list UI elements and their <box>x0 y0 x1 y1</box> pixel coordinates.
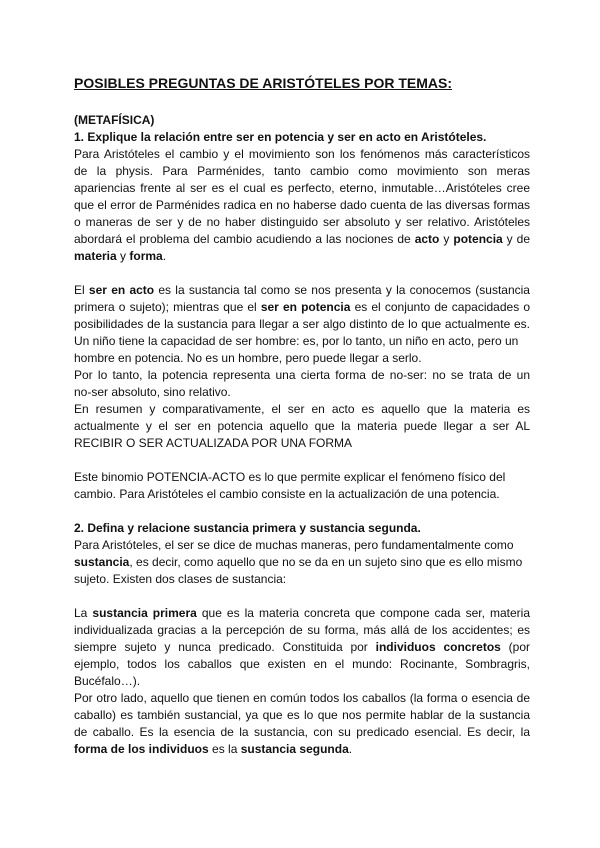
text-line: cambio. Para Aristóteles el cambio consiste en la actualización de una potencia. <box>74 487 500 501</box>
question-2-heading: 2. Defina y relacione sustancia primera y sustancia segunda. <box>74 521 421 535</box>
term-sustancia-segunda: sustancia segunda <box>240 742 349 756</box>
text-run: . <box>162 249 167 263</box>
text-run: es la <box>208 742 241 756</box>
text-line: apariencias frente al ser es el cual es perfecto, eterno, inmutable…Aristóteles cree <box>74 181 530 195</box>
text-line <box>74 639 530 656</box>
text-line: RECIBIR O SER ACTUALIZADA POR UNA FORMA <box>74 436 353 450</box>
term-ser-en-acto: ser en acto <box>88 283 155 297</box>
text-line <box>74 299 530 316</box>
text-line: Un niño tiene la capacidad de ser hombre: es, por lo tanto, un niño en acto, pero un <box>74 334 519 348</box>
text-line: Para Aristóteles, el ser se dice de muchas maneras, pero fundamentalmente como <box>74 538 514 552</box>
text-run: (por <box>500 640 530 654</box>
text-run: y de <box>502 232 531 246</box>
text-run: es el conjunto de capacidades o <box>350 300 530 314</box>
term-potencia: potencia <box>453 232 503 246</box>
text-line: Para Aristóteles el cambio y el movimiento son los fenómenos más característicos <box>74 147 530 161</box>
text-line <box>74 605 530 622</box>
text-line: de caballo. Es la esencia de la sustancia, con su predicado esencial. Es decir, la <box>74 725 530 739</box>
text-line: actualmente y el ser en potencia aquello que la materia puede llegar a ser AL <box>74 419 530 433</box>
text-run: siempre sujeto y nunca predicado. Constituida por <box>74 640 376 654</box>
text-line: hombre en potencia. No es un hombre, pero puede llegar a serlo. <box>74 351 422 365</box>
text-run: . <box>348 742 353 756</box>
text-line <box>74 248 166 265</box>
text-line: Bucéfalo…). <box>74 674 141 688</box>
term-forma: forma <box>129 249 163 263</box>
text-line: Por lo tanto, la potencia representa una cierta forma de no-ser: no se trata de un <box>74 368 530 382</box>
text-run: El <box>74 283 89 297</box>
text-line: de la physis. Para Parménides, tanto cambio como movimiento son meras <box>74 164 530 178</box>
text-line: caballo) es también sustancial, ya que es lo que nos permite hablar de la sustancia <box>74 708 530 722</box>
text-line: no-ser absoluto, sino relativo. <box>74 385 231 399</box>
text-line: Por otro lado, aquello que tienen en común todos los caballos (la forma o esencia de <box>74 691 530 705</box>
term-sustancia-primera: sustancia primera <box>92 606 197 620</box>
text-line <box>74 741 352 758</box>
text-line: Este binomio POTENCIA-ACTO es lo que permite explicar el fenómeno físico del <box>74 470 506 484</box>
term-individuos-concretos: individuos concretos <box>375 640 501 654</box>
page-title: POSIBLES PREGUNTAS DE ARISTÓTELES POR TEMAS: <box>74 75 453 91</box>
text-line: o maneras de ser y de no haber distinguido ser absoluto y ser relativo. Aristóteles <box>74 215 530 229</box>
text-run: es la sustancia tal como se nos presenta y la conocemos (sustancia <box>154 283 530 297</box>
text-run: La <box>74 606 93 620</box>
text-run: primera o sujeto); mientras que el <box>74 300 261 314</box>
text-line: individualizada gracias a la percepción de su forma, más allá de los accidentes; es <box>74 623 530 637</box>
section-heading: (METAFÍSICA) <box>74 113 155 127</box>
term-materia: materia <box>74 249 117 263</box>
text-line: En resumen y comparativamente, el ser en acto es aquello que la materia es <box>74 402 530 416</box>
text-run: y <box>116 249 130 263</box>
term-ser-en-potencia: ser en potencia <box>260 300 351 314</box>
text-line: sujeto. Existen dos clases de sustancia: <box>74 572 287 586</box>
text-run: abordará el problema del cambio acudiendo a las nociones de <box>74 232 415 246</box>
term-forma-de-los-individuos: forma de los individuos <box>74 742 209 756</box>
term-acto: acto <box>414 232 440 246</box>
term-sustancia: sustancia <box>74 555 130 569</box>
text-line: que el error de Parménides radica en no haberse dado cuenta de las diversas formas <box>74 198 530 212</box>
text-run: , es decir, como aquello que no se da en un sujeto sino que es ello mismo <box>129 555 523 569</box>
text-line <box>74 231 530 248</box>
text-line: ejemplo, todos los caballos que existen en el mundo: Rocinante, Sombragris, <box>74 657 530 671</box>
text-line <box>74 282 530 299</box>
question-1-heading: 1. Explique la relación entre ser en potencia y ser en acto en Aristóteles. <box>74 130 487 144</box>
text-line <box>74 554 522 571</box>
text-run: y <box>439 232 454 246</box>
text-line: posibilidades de la sustancia para llegar a ser algo distinto de lo que actualmente es. <box>74 317 530 331</box>
text-run: que es la materia concreta que compone cada ser, materia <box>196 606 530 620</box>
